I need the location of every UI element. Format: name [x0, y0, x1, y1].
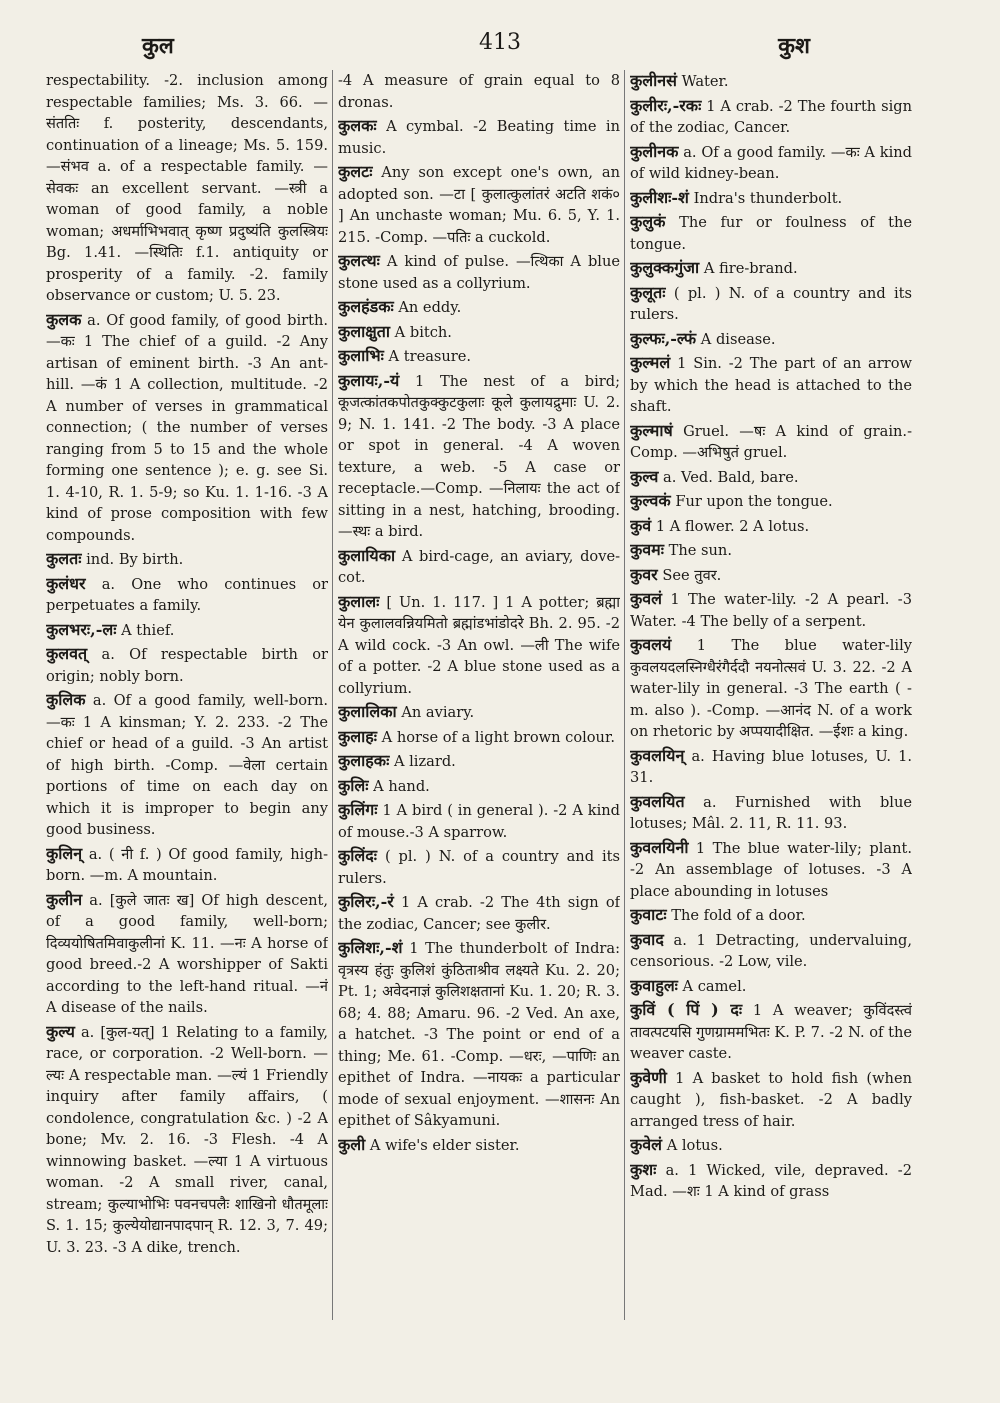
headword: कुलाक्षुता: [338, 321, 391, 341]
dictionary-entry: [630, 837, 912, 903]
definition: 1 A bird ( in general ). -2 A kind of mouse.-3 A sparrow.: [338, 802, 620, 841]
dictionary-entry: [338, 775, 620, 798]
headword: कुल्वकं: [630, 491, 671, 510]
columns: [46, 70, 916, 1330]
headword: कुलिरः,-रं: [338, 892, 394, 911]
dictionary-entry: [630, 634, 912, 743]
definition: A lotus.: [666, 1137, 723, 1154]
dictionary-entry: [630, 211, 912, 255]
definition: a. Of a good family. —कः A kind of wild kidney-bean.: [630, 143, 912, 182]
dictionary-entry: [338, 799, 620, 843]
headword: कुलीशः-शं: [630, 187, 689, 207]
definition: Gruel. —षः A kind of grain.-Comp. —अभिषुतं gruel.: [630, 422, 912, 461]
headword: कुवलयं: [630, 635, 672, 654]
dictionary-entry: [630, 929, 912, 973]
definition: a. [कुले जातः ख] Of high descent, of a good family, well-born; दिव्ययोषितमिवाकुलीनां K. 11. —नः A horse of good breed.-2 A worshipper of Sakti according to the left-hand ritual. —नं A disease of the nails.: [46, 891, 328, 1016]
definition: See तुवर.: [662, 566, 722, 584]
definition: 1 The water-lily. -2 A pearl. -3 Water. -4 The belly of a serpent.: [630, 591, 912, 630]
definition: -4 A measure of grain equal to 8 dronas.: [338, 72, 620, 111]
dictionary-entry: [630, 328, 912, 351]
definition: An aviary.: [401, 704, 475, 721]
definition: The fold of a door.: [671, 907, 806, 924]
dictionary-entry: [46, 689, 328, 841]
headword: कुवाटः: [630, 905, 667, 924]
dictionary-entry: [630, 1067, 912, 1133]
definition: Water.: [681, 73, 729, 90]
dictionary-entry: [630, 1134, 912, 1157]
dictionary-entry: [46, 573, 328, 617]
headword: कुवेलं: [630, 1135, 663, 1154]
column-1: [46, 70, 328, 1320]
dictionary-entry: [338, 370, 620, 543]
dictionary-entry: [630, 588, 912, 632]
dictionary-entry: [46, 619, 328, 642]
headword: कुलत्थः: [338, 251, 380, 270]
headword: कुल्फः,-ल्फं: [630, 328, 697, 348]
dictionary-entry: [338, 345, 620, 368]
dictionary-entry: [46, 1021, 328, 1259]
headword: कुवलयित: [630, 791, 685, 811]
headword: कुवं: [630, 515, 652, 535]
headword: कुवलं: [630, 589, 663, 608]
dictionary-entry: [630, 187, 912, 210]
dictionary-entry: [630, 70, 912, 93]
dictionary-entry: [338, 701, 620, 724]
definition: Any son except one's own, an adopted son. —टा [ कुलात्कुलांतरं अटति शकं० ] An unchaste woman; Mu. 6. 5, Y. 1. 215. -Comp. —पतिः a cuckold.: [338, 164, 620, 246]
definition: A fire-brand.: [703, 260, 798, 277]
headword: कुलिन्: [46, 843, 83, 863]
headword: कुविं ( पिं ) दः: [630, 1000, 743, 1019]
headword: कुलिंगः: [338, 800, 378, 819]
headword: कुलटः: [338, 162, 373, 181]
dictionary-entry: [338, 545, 620, 589]
dictionary-entry: [630, 352, 912, 418]
headword: कुलायः,-यं: [338, 370, 400, 390]
headword: कुवमः: [630, 540, 664, 559]
headword: कुलिक: [46, 690, 86, 709]
left-guide-word: कुल: [142, 33, 174, 59]
definition: The sun.: [668, 542, 732, 559]
definition: [ Un. 1. 117. ] 1 A potter; ब्रह्मा येन कुलालवन्नियमितो ब्रह्मांडभांडोदरे Bh. 2. 95. -2 A wild cock. -3 An owl. —ली The wife of a potter. -2 A blue stone used as a collyrium.: [338, 593, 620, 697]
definition: 1 A basket to hold fish (when caught ), fish-basket. -2 A badly arranged tress of hair.: [630, 1069, 912, 1130]
headword: कुलिशः,-शं: [338, 938, 403, 957]
dictionary-entry: [338, 115, 620, 159]
definition: A bitch.: [394, 323, 452, 341]
dictionary-entry: [46, 889, 328, 1019]
headword: कुलिः: [338, 775, 369, 795]
definition: a. 1 Wicked, vile, depraved. -2 Mad. —शः 1 A kind of grass: [630, 1161, 912, 1200]
dictionary-entry: [46, 309, 328, 547]
definition: a. Having blue lotuses, U. 1. 31.: [630, 747, 912, 786]
dictionary-entry: [46, 643, 328, 687]
headword: कुलभरः,-लः: [46, 619, 117, 639]
definition: respectability. -2. inclusion among respectable families; Ms. 3. 66. —संततिः f. posterity, descendants, continuation of a lineage; Ms. 5. 159. —संभव a. of a respectable family. —सेवकः an excellent servant. —स्त्री a woman of good family, a noble woman; अधर्माभिभवात् कृष्ण प्रदुष्यंति कुलस्त्रियः Bg. 1.41. —स्थितिः f.1. antiquity or prosperity of a family. -2. family observance or custom; U. 5. 23.: [46, 72, 328, 304]
dictionary-entry: [46, 843, 328, 887]
dictionary-entry: [630, 564, 912, 587]
headword: कुवर: [630, 564, 658, 584]
headword: कुल्माषं: [630, 420, 673, 440]
definition: a. [कुल-यत्] 1 Relating to a family, race, or corporation. -2 Well-born. —ल्यः A respectable man. —ल्यं 1 Friendly inquiry after family affairs, ( condolence, congratulation &c. ) -2 A bone; Mv. 2. 16. -3 Flesh. -4 A winnowing basket. —ल्या 1 A virtuous woman. -2 A small river, canal, stream; कुल्याभोभिः पवनचपलैः शाखिनो धौतमूलाः S. 1. 15; कुल्येयोद्यानपादपान् R. 12. 3, 7. 49; U. 3. 23. -3 A dike, trench.: [46, 1023, 328, 1256]
dictionary-entry: [630, 904, 912, 927]
column-3: [630, 70, 912, 1320]
dictionary-entry: [630, 282, 912, 326]
definition: A cymbal. -2 Beating time in music.: [338, 118, 620, 157]
definition: a. Furnished with blue lotuses; Mâl. 2. 11, R. 11. 93.: [630, 793, 912, 832]
definition: ( pl. ) N. of a country and its rulers.: [630, 284, 912, 323]
dictionary-entry: [630, 975, 912, 998]
dictionary-entry: [338, 70, 620, 113]
definition: Indra's thunderbolt.: [693, 189, 843, 207]
headword: कुलंधर: [46, 573, 86, 593]
dictionary-entry: [338, 250, 620, 294]
definition: The fur or foulness of the tongue.: [630, 214, 912, 253]
dictionary-entry: [338, 937, 620, 1132]
definition: ind. By birth.: [86, 551, 184, 568]
headword: कुलवत्: [46, 644, 88, 663]
column-2: [338, 70, 620, 1320]
headword: कुली: [338, 1134, 366, 1154]
dictionary-entry: [630, 515, 912, 538]
dictionary-entry: [338, 1134, 620, 1157]
headword: कुलाहः: [338, 726, 378, 746]
dictionary-entry: [46, 548, 328, 571]
headword: कुलीनसं: [630, 71, 677, 90]
dictionary-entry: [338, 321, 620, 344]
dictionary-entry: [630, 999, 912, 1065]
definition: a. One who continues or perpetuates a family.: [46, 575, 328, 614]
definition: a. Of a good family, well-born. —कः 1 A kinsman; Y. 2. 233. -2 The chief or head of a guild. -3 An artist of high birth. -Comp. —वेला certain portions of time on each day on which it is improper to begin any good business.: [46, 692, 328, 838]
dictionary-entry: [338, 591, 620, 700]
dictionary-entry: [630, 490, 912, 513]
definition: A camel.: [682, 977, 747, 995]
definition: 1 The blue water-lily; plant. -2 An assemblage of lotuses. -3 A place abounding in lotuses: [630, 839, 912, 900]
dictionary-entry: [46, 70, 328, 307]
headword: कुलाहकः: [338, 751, 390, 770]
headword: कुलालः: [338, 591, 380, 611]
headword: कुलिंदः: [338, 846, 378, 865]
dictionary-entry: [630, 1159, 912, 1203]
dictionary-entry: [630, 141, 912, 185]
definition: ( pl. ) N. of a country and its rulers.: [338, 848, 620, 887]
headword: कुलालिका: [338, 702, 397, 721]
headword: कुलतः: [46, 549, 82, 568]
definition: 1 Sin. -2 The part of an arrow by which the head is attached to the shaft.: [630, 355, 912, 415]
dictionary-entry: [338, 891, 620, 935]
headword: कुलूतः: [630, 282, 666, 302]
headword: कुवाहुलः: [630, 975, 678, 995]
dictionary-entry: [630, 745, 912, 789]
dictionary-entry: [630, 420, 912, 464]
dictionary-entry: [338, 296, 620, 319]
definition: A kind of pulse. —त्थिका A blue stone used as a collyrium.: [338, 253, 620, 292]
headword: कुवलयिनी: [630, 837, 689, 857]
definition: 1 A crab. -2 The 4th sign of the zodiac, Cancer; see कुलीर.: [338, 894, 620, 933]
right-guide-word: कुश: [778, 33, 810, 59]
definition: A hand.: [373, 777, 430, 795]
definition: A thief.: [121, 621, 175, 639]
headword: कुल्य: [46, 1021, 75, 1041]
definition: A horse of a light brown colour.: [381, 728, 615, 746]
dictionary-entry: [630, 257, 912, 280]
definition: a. 1 Detracting, undervaluing, censorious. -2 Low, vile.: [630, 931, 912, 970]
dictionary-entry: [630, 539, 912, 562]
definition: A disease.: [700, 330, 776, 348]
dictionary-entry: [338, 750, 620, 773]
definition: A treasure.: [388, 348, 472, 365]
dictionary-entry: [630, 95, 912, 139]
definition: An eddy.: [398, 299, 462, 316]
definition: A wife's elder sister.: [369, 1136, 520, 1154]
headword: कुलीरः,-रकः: [630, 95, 702, 115]
definition: 1 A flower. 2 A lotus.: [655, 517, 810, 535]
definition: 1 The nest of a bird; कूजत्कांतकपोतकुक्कुटकुलाः कूले कुलायद्रुमाः U. 2. 9; N. 1. 141. -2 The body. -3 A place or spot in general. -4 A woven texture, a web. -5 A case or receptacle.—Comp. —निलायः the act of sitting in a nest, hatching, brooding. —स्थः a bird.: [338, 372, 620, 540]
definition: a. Ved. Bald, bare.: [663, 468, 799, 486]
headword: कुलुक्कगुंजा: [630, 258, 700, 277]
definition: 1 The blue water-lily कुवलयदलस्निग्धैरंगैर्ददौ नयनोत्सवं U. 3. 22. -2 A water-lily in general. -3 The earth ( -m. also ). -Comp. —आनंद N. of a work on rhetoric by अप्पयादीक्षित. —ईशः a king.: [630, 637, 912, 740]
headword: कुवाद: [630, 929, 664, 949]
headword: कुलुकं: [630, 212, 666, 231]
page-number: 413: [479, 30, 521, 55]
headword: कुलहंडकः: [338, 297, 394, 316]
headword: कुल्व: [630, 466, 659, 486]
headword: कुलीन: [46, 889, 83, 909]
headword: कुल्मलं: [630, 353, 671, 372]
definition: a. ( नी f. ) Of good family, high-born. —m. A mountain.: [46, 845, 328, 884]
definition: Fur upon the tongue.: [675, 493, 833, 510]
headword: कुशः: [630, 1159, 657, 1179]
headword: कुलाभिः: [338, 346, 384, 365]
definition: a. Of good family, of good birth. —कः 1 The chief of a guild. -2 Any artisan of eminent birth. -3 An ant-hill. —कं 1 A collection, multitude. -2 A number of verses in grammatical connection; ( the number of verses ranging from 5 to 15 and the whole forming one sentence ); e. g. see Si. 1. 4-10, R. 1. 5-9; so Ku. 1. 1-16. -3 A kind of prose composition with few compounds.: [46, 311, 328, 544]
headword: कुलायिका: [338, 545, 396, 565]
definition: A bird-cage, an aviary, dove-cot.: [338, 547, 620, 586]
definition: 1 A crab. -2 The fourth sign of the zodiac, Cancer.: [630, 97, 912, 136]
headword: कुवेणी: [630, 1067, 667, 1087]
dictionary-entry: [630, 466, 912, 489]
headword: कुलीनक: [630, 141, 679, 161]
headword: कुवलयिन्: [630, 745, 685, 765]
dictionary-entry: [338, 845, 620, 889]
page-header: [40, 28, 960, 68]
definition: 1 A weaver; कुविंदस्त्वं तावत्पटयसि गुणग्राममभितः K. P. 7. -2 N. of the weaver caste.: [630, 1002, 912, 1062]
headword: कुलकः: [338, 116, 377, 135]
definition: a. Of respectable birth or origin; nobly born.: [46, 646, 328, 685]
dictionary-entry: [338, 161, 620, 248]
dictionary-entry: [338, 726, 620, 749]
definition: 1 The thunderbolt of Indra: वृत्रस्य हंतुः कुलिशं कुंठिताश्रीव लक्ष्यते Ku. 2. 20; Pt. 1; अवेदनाज्ञं कुलिशक्षतानां Ku. 1. 20; R. 3. 68; 4. 88; Amaru. 96. -2 Ved. An axe, a hatchet. -3 The point or end of a thing; Me. 61. -Comp. —धरः, —पाणिः an epithet of Indra. —नायकः a particular mode of sexual enjoyment. —शासनः An epithet of Sâkyamuni.: [338, 940, 620, 1129]
dictionary-entry: [630, 791, 912, 835]
definition: A lizard.: [393, 753, 456, 770]
headword: कुलक: [46, 309, 82, 329]
